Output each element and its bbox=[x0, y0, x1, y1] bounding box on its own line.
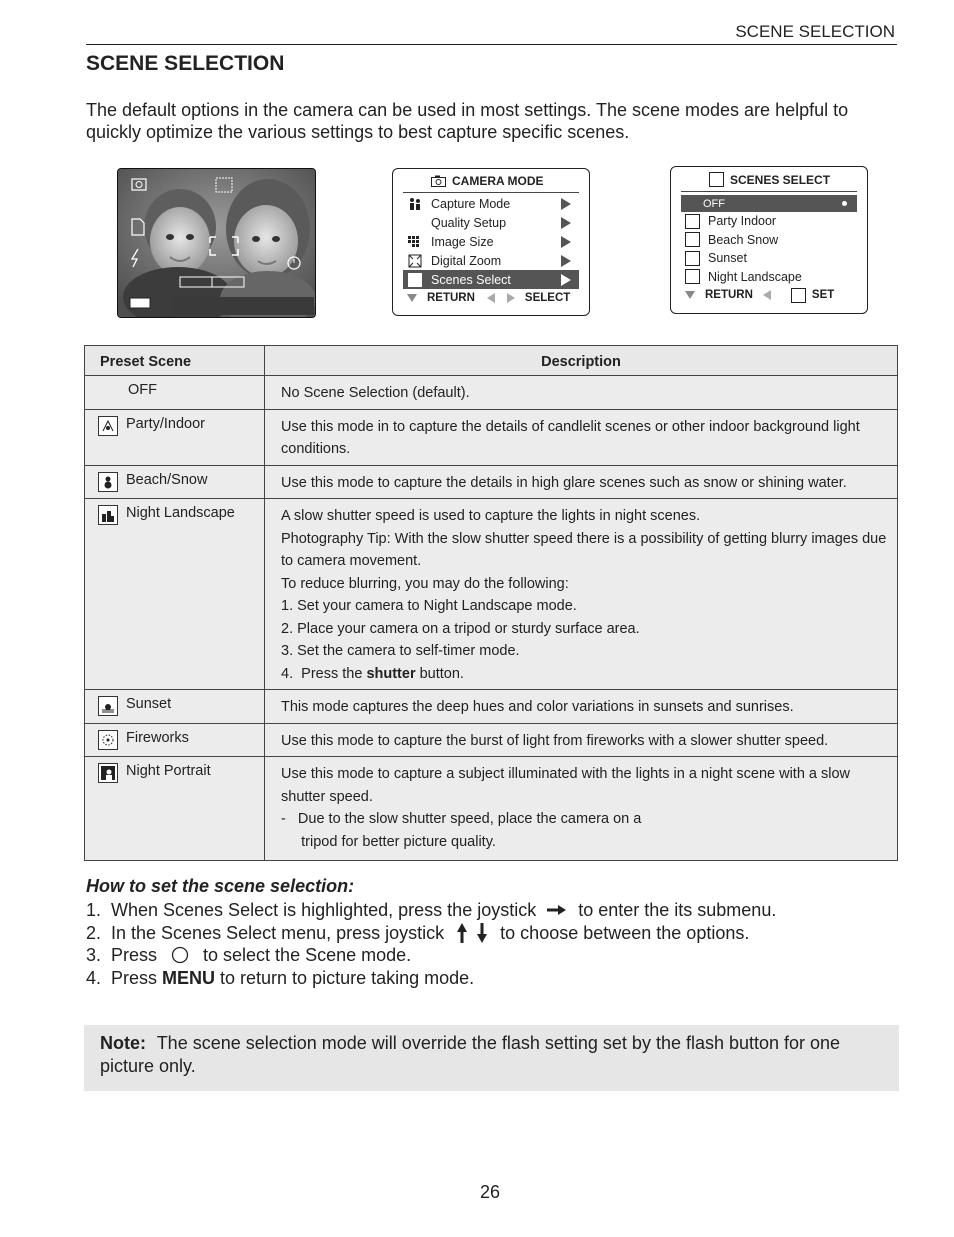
how-to-heading: How to set the scene selection: bbox=[86, 876, 355, 896]
scene-description: Use this mode to capture the details in high glare scenes such as snow or shining water. bbox=[281, 474, 847, 491]
arrow-down-icon bbox=[685, 291, 695, 299]
step-text: to choose between the options. bbox=[500, 922, 750, 943]
menu-item-label: Capture Mode bbox=[431, 197, 511, 212]
column-header-description: Description bbox=[265, 346, 898, 376]
party-indoor-icon bbox=[685, 214, 700, 229]
image-size-icon bbox=[407, 235, 423, 249]
scene-option-label: Party Indoor bbox=[708, 214, 777, 229]
arrow-down-icon bbox=[407, 294, 417, 302]
arrow-right-icon bbox=[561, 217, 571, 229]
step-text: Press bbox=[111, 967, 163, 988]
menu-item-label: Image Size bbox=[431, 234, 494, 249]
digital-zoom-icon bbox=[407, 254, 423, 268]
table-row bbox=[85, 723, 898, 757]
sunset-icon bbox=[685, 251, 700, 266]
table-row bbox=[85, 409, 898, 465]
set-label: SET bbox=[811, 289, 835, 301]
scene-name: Fireworks bbox=[126, 729, 189, 746]
arrow-right-icon bbox=[561, 255, 571, 267]
blur-step: 2. Place your camera on a tripod or sturdy surface area. bbox=[281, 620, 640, 637]
camera-preview-image bbox=[117, 168, 316, 318]
capture-mode-icon bbox=[407, 197, 423, 211]
quality-setup-icon bbox=[407, 216, 423, 230]
intro-paragraph: The default options in the camera can be used in most settings. The scene modes are helpful to quickly optimize the various settings to best capture specific scenes. bbox=[86, 100, 849, 142]
table-row bbox=[85, 499, 898, 690]
header-rule bbox=[86, 44, 897, 45]
night-portrait-icon bbox=[98, 763, 118, 783]
camera-mode-title-text: CAMERA MODE bbox=[452, 174, 544, 188]
scene-name: Sunset bbox=[126, 696, 172, 712]
table-row bbox=[85, 465, 898, 499]
scene-option-party-indoor[interactable] bbox=[681, 212, 857, 231]
scene-name: Party/Indoor bbox=[126, 415, 205, 432]
scenes-select-footer bbox=[681, 286, 857, 304]
camera-mode-footer bbox=[403, 289, 579, 307]
menu-keyword: MENU bbox=[162, 967, 216, 988]
preset-scene-table bbox=[84, 345, 898, 861]
menu-item-digital-zoom[interactable] bbox=[403, 251, 579, 270]
scene-option-label: Night Landscape bbox=[708, 269, 802, 284]
table-row bbox=[85, 690, 898, 724]
arrow-right-icon bbox=[561, 198, 571, 210]
scene-description: Use this mode to capture a subject illuminated with the lights in a night scene with a slow shutter speed. bbox=[281, 766, 851, 805]
joystick-right-icon bbox=[546, 904, 568, 916]
scene-description: This mode captures the deep hues and color variations in sunsets and sunrises. bbox=[281, 699, 794, 715]
step-text: In the Scenes Select menu, press joystick bbox=[111, 922, 445, 943]
menu-divider bbox=[681, 191, 857, 192]
night-landscape-icon bbox=[685, 269, 700, 284]
arrow-left-icon bbox=[763, 290, 771, 300]
menu-item-scenes-select[interactable] bbox=[403, 270, 579, 289]
scenes-select-title bbox=[671, 167, 867, 191]
blur-step: 3. Set the camera to self-timer mode. bbox=[281, 643, 520, 659]
scene-option-label: Beach Snow bbox=[708, 232, 779, 247]
scene-name: Night Landscape bbox=[126, 505, 235, 521]
scenes-select-menu bbox=[670, 166, 868, 314]
scene-option-off[interactable] bbox=[681, 195, 857, 212]
tripod-tip: - Due to the slow shutter speed, place the camera on a bbox=[281, 811, 642, 827]
blur-step-text: 4. Press the bbox=[281, 665, 367, 682]
running-header: SCENE SELECTION bbox=[735, 22, 895, 41]
step-text: When Scenes Select is highlighted, press the joystick bbox=[111, 900, 537, 920]
camera-icon bbox=[431, 175, 446, 187]
arrow-right-icon bbox=[507, 293, 515, 303]
page-number: 26 bbox=[479, 1182, 501, 1202]
menu-divider bbox=[403, 192, 579, 193]
step-text: to enter the its submenu. bbox=[578, 900, 777, 920]
menu-item-quality-setup[interactable] bbox=[403, 214, 579, 233]
scene-description: No Scene Selection (default). bbox=[281, 385, 470, 401]
return-label: RETURN bbox=[427, 291, 475, 304]
table-row bbox=[85, 376, 898, 410]
scene-option-night-landscape[interactable] bbox=[681, 268, 857, 287]
arrow-right-icon bbox=[561, 274, 571, 286]
reduce-blur-intro: To reduce blurring, you may do the following: bbox=[281, 575, 569, 592]
scenes-select-title-text: SCENES SELECT bbox=[730, 172, 831, 187]
scenes-list bbox=[681, 195, 857, 286]
camera-mode-title bbox=[393, 169, 589, 192]
blur-step: 1. Set your camera to Night Landscape mode. bbox=[281, 598, 577, 614]
table-row bbox=[85, 757, 898, 861]
joystick-up-down-icon bbox=[454, 922, 490, 944]
scene-option-label: Sunset bbox=[708, 251, 747, 266]
page-title: SCENE SELECTION bbox=[86, 52, 285, 75]
note-box bbox=[84, 1025, 899, 1091]
shutter-keyword: shutter bbox=[366, 665, 416, 682]
table-header-row bbox=[85, 346, 898, 376]
note-text: The scene selection mode will override the flash setting set by the flash button for one picture only. bbox=[100, 1033, 841, 1076]
menu-item-capture-mode[interactable] bbox=[403, 195, 579, 214]
ok-button-icon bbox=[171, 946, 189, 964]
step-text: Press bbox=[111, 945, 158, 965]
scene-description: A slow shutter speed is used to capture the lights in night scenes. bbox=[281, 508, 701, 524]
fireworks-icon bbox=[98, 730, 118, 750]
scene-description: Use this mode in to capture the details of candlelit scenes or other indoor background light conditions. bbox=[281, 418, 860, 457]
return-label: RETURN bbox=[705, 289, 753, 301]
scene-description: Use this mode to capture the burst of light from fireworks with a slower shutter speed. bbox=[281, 732, 829, 749]
arrow-left-icon bbox=[487, 293, 495, 303]
how-to-steps bbox=[86, 899, 776, 989]
how-to-step: 4. Press MENU to return to picture taking mode. bbox=[86, 967, 475, 988]
camera-mode-menu bbox=[392, 168, 590, 316]
how-to-step: 2. In the Scenes Select menu, press joystick to choose between the options. bbox=[86, 922, 750, 943]
menu-item-label: Scenes Select bbox=[431, 272, 511, 287]
set-button-icon bbox=[791, 288, 806, 303]
scene-option-label: OFF bbox=[703, 197, 725, 210]
camera-mode-list bbox=[403, 195, 579, 289]
scene-name: Beach/Snow bbox=[126, 471, 208, 488]
how-to-step: 3. Press to select the Scene mode. bbox=[86, 945, 412, 965]
scenes-select-icon bbox=[407, 273, 423, 287]
children-photo-illustration bbox=[118, 169, 315, 317]
photography-tip: Photography Tip: With the slow shutter speed there is a possibility of getting blurry images due to camera movement. bbox=[281, 530, 887, 569]
no-scene-icon bbox=[98, 382, 116, 400]
column-header-preset-scene: Preset Scene bbox=[85, 346, 265, 376]
note-label: Note: bbox=[100, 1033, 146, 1053]
party-indoor-icon bbox=[98, 416, 118, 436]
beach-snow-icon bbox=[685, 232, 700, 247]
blur-step-text: button. bbox=[415, 665, 464, 682]
night-landscape-icon bbox=[98, 505, 118, 525]
selected-dot-icon bbox=[842, 201, 847, 206]
step-text: to return to picture taking mode. bbox=[215, 967, 475, 988]
scene-name: OFF bbox=[128, 382, 157, 398]
sunset-icon bbox=[98, 696, 118, 716]
tripod-tip: tripod for better picture quality. bbox=[281, 833, 496, 850]
menu-item-label: Quality Setup bbox=[431, 216, 507, 231]
step-text: to select the Scene mode. bbox=[203, 945, 412, 965]
select-label: SELECT bbox=[524, 291, 571, 304]
beach-snow-icon bbox=[98, 472, 118, 492]
menu-item-image-size[interactable] bbox=[403, 233, 579, 252]
arrow-right-icon bbox=[561, 236, 571, 248]
blur-step bbox=[281, 663, 889, 686]
scene-box-icon bbox=[709, 172, 724, 187]
scene-option-beach-snow[interactable] bbox=[681, 231, 857, 250]
scene-name: Night Portrait bbox=[126, 763, 211, 779]
how-to-step: 1. When Scenes Select is highlighted, press the joystick to enter the its submenu. bbox=[86, 900, 777, 920]
menu-item-label: Digital Zoom bbox=[431, 253, 502, 268]
scene-option-sunset[interactable] bbox=[681, 249, 857, 268]
